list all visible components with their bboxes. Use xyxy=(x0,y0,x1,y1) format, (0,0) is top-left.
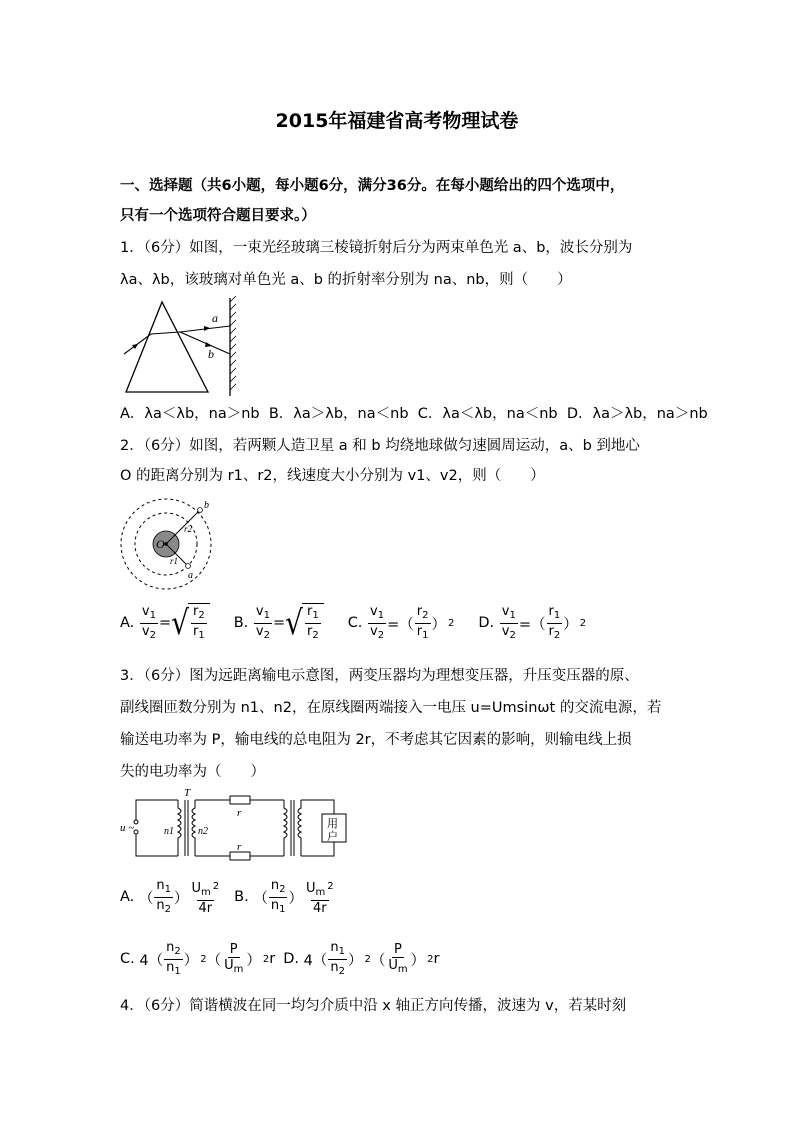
orbit-figure xyxy=(118,496,218,592)
q3-stem-line3: 输送电功率为 P，输电线的总电阻为 2r，不考虑其它因素的影响，则输电线上损 xyxy=(120,732,632,748)
label-o: O xyxy=(156,537,165,551)
satellite-b xyxy=(198,508,203,513)
q1-stem-line1: 1．（6分）如图，一束光经玻璃三棱镜折射后分为两束单色光 a、b，波长分别为 xyxy=(120,240,633,256)
section-heading-line1: 一、选择题（共6小题，每小题6分，满分36分。在每小题给出的四个选项中， xyxy=(120,178,625,194)
q3-option-d[interactable]: D. 4（ $\frac{n_1}{n_2}$ ） 2 （ $\frac{P}{U_m}$ ） 2 r xyxy=(283,939,440,977)
q3-option-b[interactable]: B. （ $\frac{n_2}{n_1}$ ） $\frac{U_m^2}{4r}$ xyxy=(234,877,334,916)
q1-options xyxy=(120,404,708,424)
label-b: b xyxy=(208,347,214,361)
page-title: 2015年福建省高考物理试卷 xyxy=(275,110,519,132)
label-t: T xyxy=(184,787,191,799)
q3-stem-line1: 3．（6分）图为远距离输电示意图，两变压器均为理想变压器，升压变压器的原、 xyxy=(120,668,639,684)
label-r1: r1 xyxy=(170,556,179,566)
q3-option-c[interactable]: C. 4（ $\frac{n_2}{n_1}$ ） 2 （ $\frac{P}{U_m}$ ） 2 r xyxy=(120,939,276,977)
q2-stem-line2: O 的距离分别为 r1、r2，线速度大小分别为 v1、v2，则（ ） xyxy=(120,468,545,484)
section-heading-line2: 只有一个选项符合题目要求。） xyxy=(120,208,316,224)
label-b: b xyxy=(204,500,209,511)
label-n1: n1 xyxy=(164,826,174,837)
q3-option-a[interactable]: A. （ $\frac{n_1}{n_2}$ ） $\frac{U_m^2}{4r}$ xyxy=(120,877,220,916)
q2-option-a[interactable]: A. $\frac{v_1}{v_2}$ = √ $\frac{r_2}{r_1}$ xyxy=(120,603,210,643)
q2-stem-line1: 2．（6分）如图，若两颗人造卫星 a 和 b 均绕地球做匀速圆周运动，a、b 到地心 xyxy=(120,438,640,454)
q4-stem-line1: 4．（6分）简谐横波在同一均匀介质中沿 x 轴正方向传播，波速为 v，若某时刻 xyxy=(120,998,627,1014)
q3-stem-line4: 失的电功率为（ ） xyxy=(120,764,265,780)
q2-option-b[interactable]: B. $\frac{v_1}{v_2}$ = √ $\frac{r_1}{r_2}$ xyxy=(234,603,324,643)
satellite-a xyxy=(186,564,191,569)
q1-option-d[interactable]: D．λa＞λb，na＞nb xyxy=(566,406,708,422)
label-r-bottom: r xyxy=(237,841,242,853)
label-r2: r2 xyxy=(184,524,193,534)
q1-stem-line2: λa、λb，该玻璃对单色光 a、b 的折射率分别为 na、nb，则（ ） xyxy=(120,272,572,288)
q2-option-d[interactable]: D. $\frac{v_1}{v_2}$ =（ $\frac{r_1}{r_2}$ ） 2 xyxy=(478,603,587,641)
label-a: a xyxy=(188,570,193,581)
transmission-figure xyxy=(118,786,368,866)
incident-ray xyxy=(124,334,151,354)
label-a: a xyxy=(212,311,218,325)
q2-option-c[interactable]: C. $\frac{v_1}{v_2}$ =（ $\frac{r_2}{r_1}$ ） 2 xyxy=(347,603,455,641)
q1-option-c[interactable]: C．λa＜λb，na＜nb xyxy=(417,406,558,422)
q1-option-a[interactable]: A．λa＜λb，na＞nb xyxy=(120,406,260,422)
label-user-1: 用 xyxy=(327,817,338,830)
label-r-top: r xyxy=(237,807,242,819)
q3-stem-line2: 副线圈匝数分别为 n1、n2，在原线圈两端接入一电压 u=Umsinωt 的交流电源，若 xyxy=(120,700,662,716)
q2-options xyxy=(120,600,586,646)
prism-triangle xyxy=(126,302,208,392)
q3-options-row2 xyxy=(120,936,439,982)
screen-hatch xyxy=(230,296,236,390)
label-u: u ~ xyxy=(120,822,135,834)
prism-figure xyxy=(118,296,242,398)
q1-option-b[interactable]: B．λa＞λb，na＜nb xyxy=(268,406,409,422)
label-user-2: 户 xyxy=(327,830,338,843)
q3-options-row1 xyxy=(120,874,337,920)
label-n2: n2 xyxy=(198,826,208,837)
